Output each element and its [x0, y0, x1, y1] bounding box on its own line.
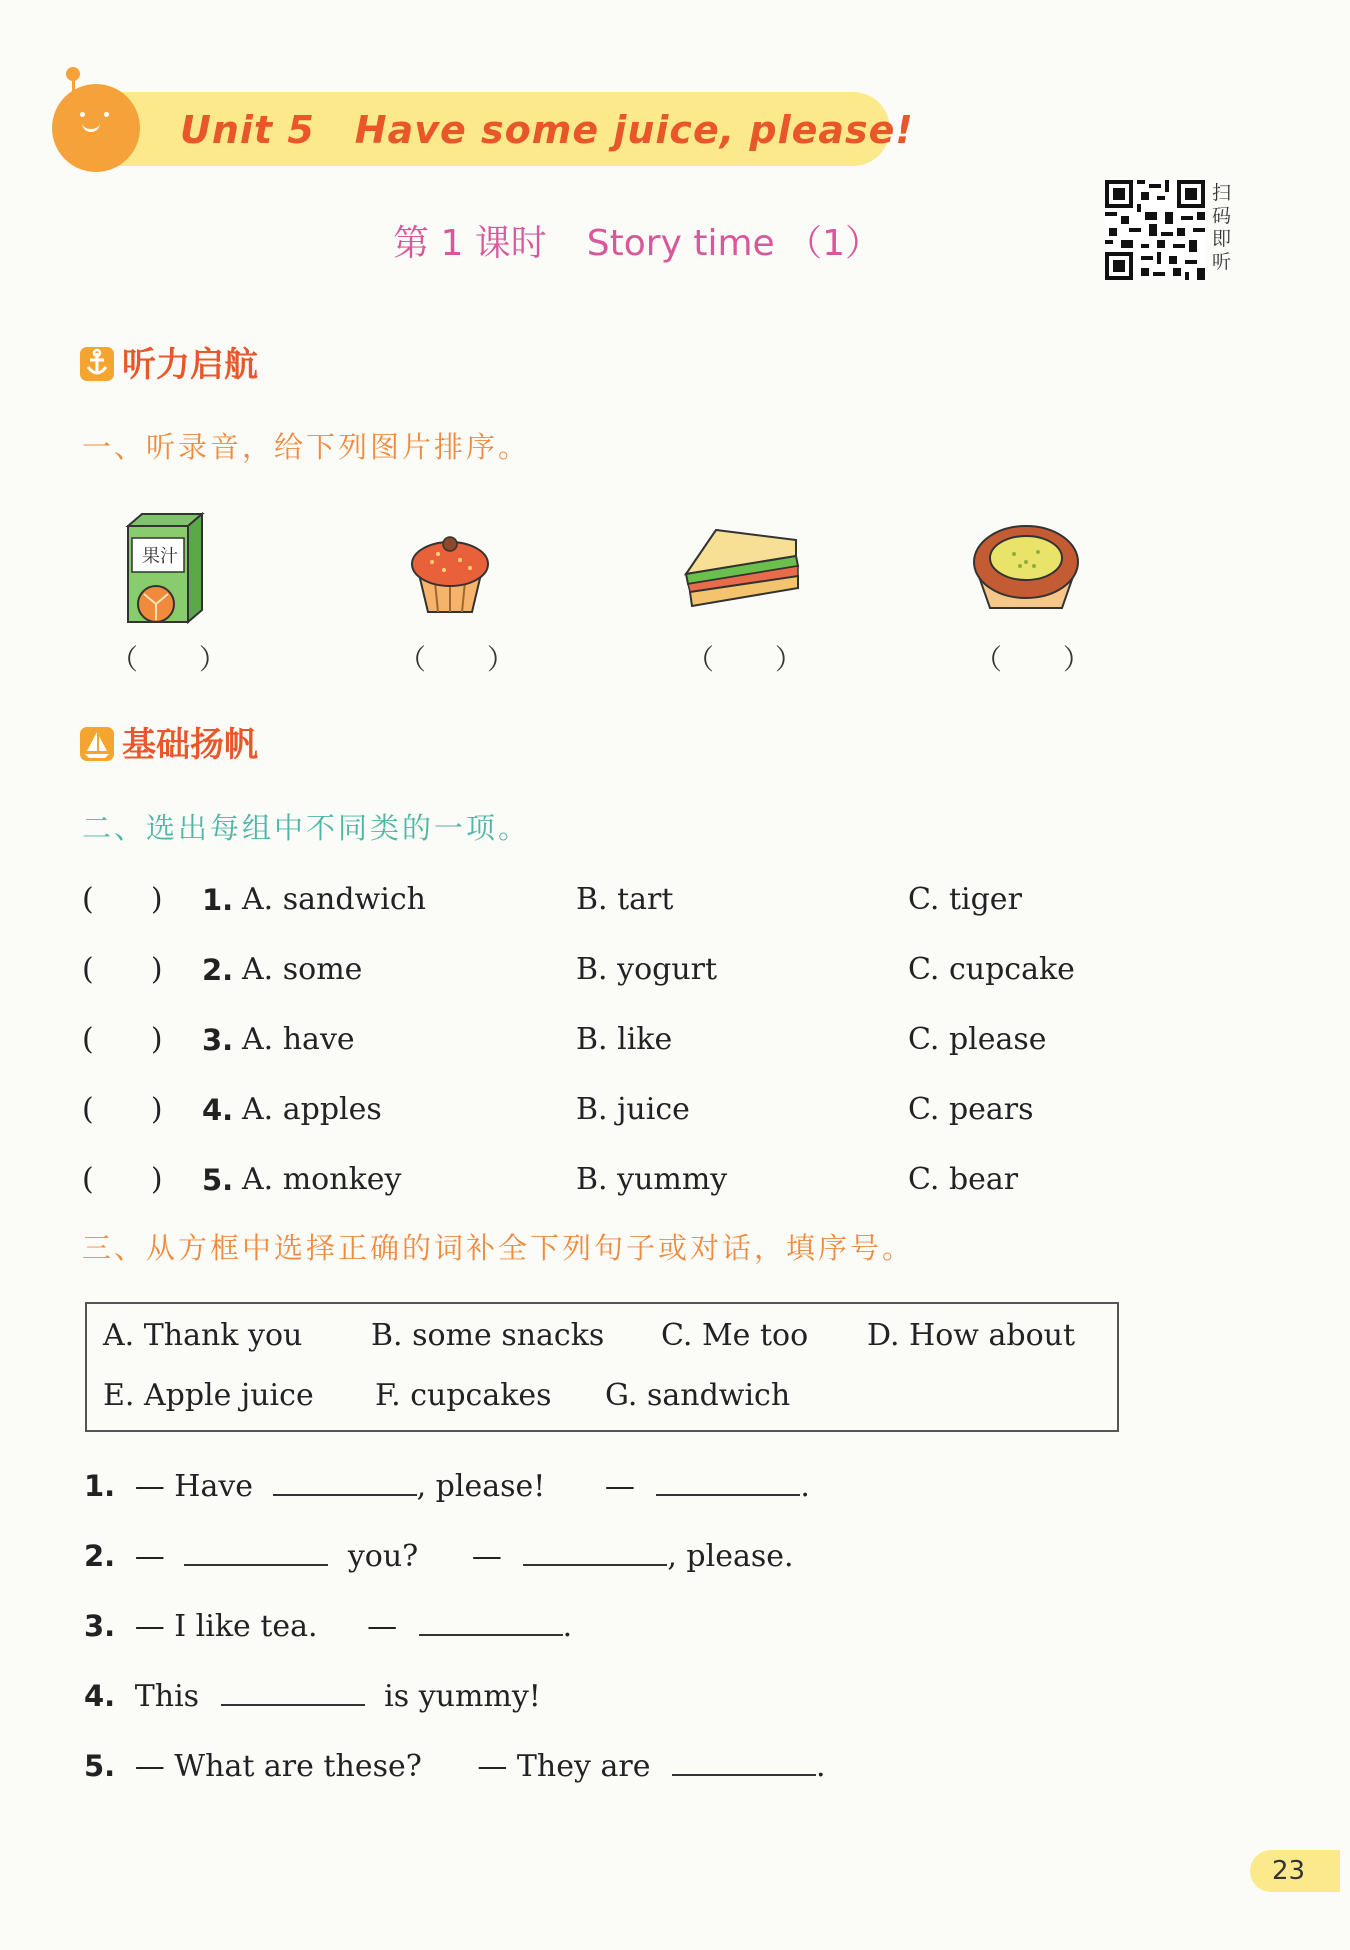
option-a: A. some: [242, 952, 363, 987]
juice-box-label: 果汁: [142, 546, 178, 567]
dialogue-text: you?: [347, 1539, 419, 1574]
item-number: 2.: [84, 1539, 116, 1573]
dialogue-text: — Have: [134, 1469, 254, 1504]
answer-blank[interactable]: [656, 1464, 800, 1496]
row-number: 1.: [202, 883, 234, 917]
section-listening-heading: [80, 342, 258, 388]
dialogue-text: is yummy!: [384, 1679, 541, 1714]
option-a: A. apples: [242, 1092, 382, 1127]
item-number: 4.: [84, 1679, 116, 1713]
answer-paren-1[interactable]: （ ）: [110, 643, 227, 676]
dialogue-text: — I like tea.: [134, 1609, 318, 1644]
option-c: C. cupcake: [908, 952, 1075, 987]
tart-icon: [968, 520, 1084, 612]
question-3-instruction: 三、从方框中选择正确的词补全下列句子或对话，填序号。: [82, 1231, 915, 1265]
option-c: C. bear: [908, 1162, 1019, 1197]
mascot-antenna-tip: [66, 67, 80, 81]
section-listening-title: 听力启航: [122, 345, 258, 385]
word-option: A. Thank you: [103, 1318, 303, 1353]
answer-blank[interactable]: [273, 1464, 417, 1496]
word-option: E. Apple juice: [103, 1378, 314, 1413]
word-option: D. How about: [867, 1318, 1076, 1353]
fill-item-2: [84, 1534, 794, 1579]
answer-paren-2[interactable]: （ ）: [398, 643, 515, 676]
answer-blank[interactable]: [672, 1744, 816, 1776]
word-option: C. Me too: [661, 1318, 809, 1353]
dialogue-text: — What are these?: [134, 1749, 422, 1784]
unit-number: Unit 5: [180, 108, 315, 152]
choice-row: [82, 948, 1232, 992]
answer-blank[interactable]: [523, 1534, 667, 1566]
question-2-instruction: 二、选出每组中不同类的一项。: [82, 811, 531, 845]
option-a: A. monkey: [242, 1162, 402, 1197]
item-number: 1.: [84, 1469, 116, 1503]
answer-blank[interactable]: [221, 1674, 365, 1706]
dialogue-dash: —: [471, 1539, 502, 1574]
dialogue-dash: —: [134, 1539, 165, 1574]
qr-code-icon[interactable]: [1105, 180, 1205, 280]
mascot-eye: [80, 112, 85, 117]
choice-row: [82, 1088, 1232, 1132]
dialogue-text: .: [800, 1469, 810, 1504]
qr-label: 扫码即听: [1212, 182, 1232, 273]
fill-item-5: [84, 1744, 826, 1789]
row-number: 5.: [202, 1163, 234, 1197]
option-c: C. pears: [908, 1092, 1034, 1127]
answer-paren[interactable]: ( ): [82, 882, 163, 917]
answer-paren-4[interactable]: （ ）: [974, 643, 1091, 676]
answer-blank[interactable]: [184, 1534, 328, 1566]
section-basics-heading: [80, 722, 258, 768]
fill-item-4: [84, 1674, 541, 1719]
item-number: 3.: [84, 1609, 116, 1643]
dialogue-dash: —: [367, 1609, 398, 1644]
option-b: B. yummy: [576, 1162, 728, 1197]
dialogue-text: This: [134, 1679, 200, 1714]
answer-paren[interactable]: ( ): [82, 1022, 163, 1057]
row-number: 4.: [202, 1093, 234, 1127]
option-a: A. have: [242, 1022, 355, 1057]
dialogue-text: .: [816, 1749, 826, 1784]
answer-blank[interactable]: [419, 1604, 563, 1636]
item-number: 5.: [84, 1749, 116, 1783]
answer-paren-3[interactable]: （ ）: [686, 643, 803, 676]
option-b: B. like: [576, 1022, 673, 1057]
question-1-instruction: 一、听录音，给下列图片排序。: [82, 430, 531, 464]
lesson-number: 第 1 课时: [393, 223, 547, 264]
option-a: A. sandwich: [242, 882, 426, 917]
cupcake-icon: [404, 524, 496, 614]
dialogue-text: — They are: [477, 1749, 651, 1784]
fill-item-1: [84, 1464, 810, 1509]
dialogue-text: , please!: [416, 1469, 546, 1504]
row-number: 2.: [202, 953, 234, 987]
word-option: F. cupcakes: [375, 1378, 552, 1413]
option-b: B. yogurt: [576, 952, 718, 987]
option-c: C. please: [908, 1022, 1047, 1057]
dialogue-text: .: [562, 1609, 573, 1644]
page-number: 23: [1250, 1850, 1340, 1892]
section-basics-title: 基础扬帆: [122, 725, 258, 765]
answer-paren[interactable]: ( ): [82, 952, 163, 987]
lesson-title: [393, 214, 881, 274]
dialogue-text: , please.: [667, 1539, 794, 1574]
answer-paren[interactable]: ( ): [82, 1162, 163, 1197]
sandwich-icon: [682, 526, 802, 608]
word-option: G. sandwich: [605, 1378, 791, 1413]
choice-row: [82, 878, 1232, 922]
unit-title: [180, 100, 914, 160]
anchor-icon: [80, 347, 114, 381]
fill-item-3: [84, 1604, 572, 1649]
word-bank-box: [85, 1302, 1119, 1432]
answer-paren[interactable]: ( ): [82, 1092, 163, 1127]
choice-row: [82, 1018, 1232, 1062]
word-option: B. some snacks: [371, 1318, 605, 1353]
unit-name: Have some juice, please!: [354, 108, 914, 152]
lesson-subtitle: Story time （1）: [586, 223, 882, 264]
choice-row: [82, 1158, 1232, 1202]
option-b: B. tart: [576, 882, 674, 917]
mascot-eye: [104, 112, 109, 117]
option-b: B. juice: [576, 1092, 690, 1127]
dialogue-dash: —: [604, 1469, 635, 1504]
sailboat-icon: [80, 727, 114, 761]
option-c: C. tiger: [908, 882, 1022, 917]
row-number: 3.: [202, 1023, 234, 1057]
